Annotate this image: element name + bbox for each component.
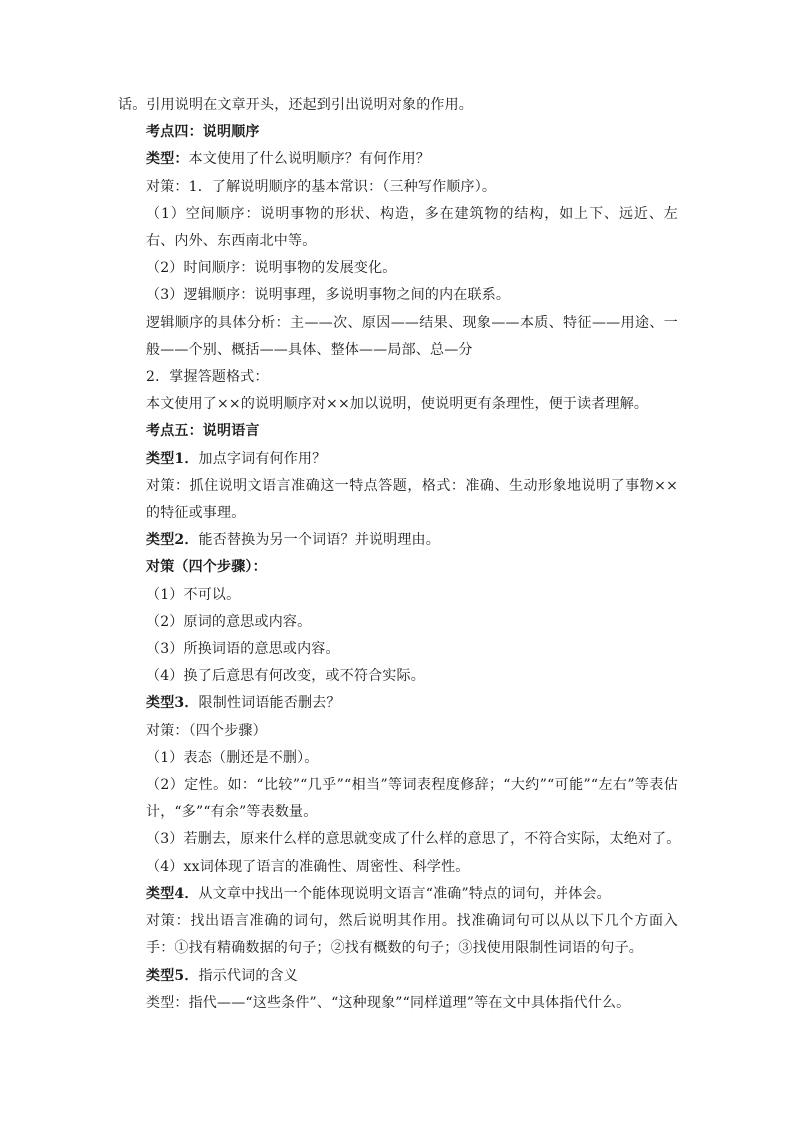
- text-line: [118, 745, 678, 772]
- line-text: （1）空间顺序：说明事物的形状、构造，多在建筑物的结构，如上下、远近、左右、内外、东西南北中等。: [146, 205, 678, 250]
- item-label: 类型3．: [146, 695, 199, 712]
- line-text: 本文使用了××的说明顺序对××加以说明，使说明更有条理性，便于读者理解。: [146, 396, 649, 413]
- item-label: 类型5．: [146, 967, 199, 984]
- line-text: 考点四：说明顺序: [146, 124, 260, 141]
- text-line: [118, 146, 678, 173]
- text-line: [118, 282, 678, 309]
- section-heading: [118, 119, 678, 146]
- text-line: [118, 174, 678, 201]
- section-heading: [118, 554, 678, 581]
- text-line: [118, 310, 678, 364]
- line-text: （3）逻辑顺序：说明事理，多说明事物之间的内在联系。: [146, 287, 511, 304]
- line-text: 从文章中找出一个能体现说明文语言“准确”特点的词句，并体会。: [198, 885, 611, 902]
- line-text: （1）表态（删还是不删）。: [146, 749, 319, 766]
- text-line: [118, 201, 678, 255]
- text-line: [118, 609, 678, 636]
- text-line: [118, 908, 678, 962]
- text-line: [118, 718, 678, 745]
- line-text: 考点五：说明语言: [146, 423, 260, 440]
- text-line: [118, 690, 678, 717]
- line-text: 对策：（四个步骤）: [146, 722, 267, 739]
- text-line: [118, 826, 681, 853]
- line-text: 类型：指代——“这些条件”、“这种现象”“同样道理”等在文中具体指代什么。: [146, 994, 631, 1011]
- line-text: 对策：找出语言准确的词句，然后说明其作用。找准确词句可以从以下几个方面入手：①找有精确数据的句子；②找有概数的句子；③找使用限制性词语的句子。: [146, 913, 678, 957]
- line-text: 2．掌握答题格式：: [146, 369, 269, 386]
- line-text: 限制性词语能否删去？: [198, 695, 341, 712]
- line-text: 加点字词有何作用？: [198, 450, 327, 467]
- line-text: （2）定性。如：“比较”“几乎”“相当”等词表程度修辞；“大约”“可能”“左右”等表估计，“多”“有余”等表数量。: [146, 777, 678, 821]
- text-line: [118, 92, 678, 119]
- text-line: [118, 990, 678, 1017]
- line-text: 指示代词的含义: [198, 967, 298, 984]
- document-page: [118, 92, 681, 1017]
- text-line: [118, 582, 678, 609]
- line-text: （1）不可以。: [146, 586, 241, 603]
- document-body: [118, 92, 681, 1017]
- text-line: [118, 527, 678, 554]
- text-line: [118, 255, 678, 282]
- text-line: [118, 364, 678, 391]
- text-line: [118, 391, 678, 418]
- line-text: 对策：1．了解说明顺序的基本常识：（三种写作顺序）。: [146, 178, 497, 195]
- line-text: 对策（四个步骤）：: [146, 559, 267, 576]
- item-label: 类型2．: [146, 532, 199, 549]
- text-line: [118, 663, 678, 690]
- line-text: 对策：抓住说明文语言准确这一特点答题，格式：准确、生动形象地说明了事物××的特征或事理。: [146, 477, 678, 522]
- text-line: [118, 772, 678, 826]
- text-line: [118, 881, 678, 908]
- line-text: （4）xx词体现了语言的准确性、周密性、科学性。: [146, 858, 470, 875]
- text-line: [118, 636, 678, 663]
- text-line: [118, 446, 678, 473]
- line-text: （3）若删去，原来什么样的意思就变成了什么样的意思了，不符合实际，太绝对了。: [146, 831, 681, 848]
- line-text: （2）原词的意思或内容。: [146, 613, 312, 630]
- item-label: 类型：: [146, 151, 189, 168]
- line-text: （4）换了后意思有何改变，或不符合实际。: [146, 668, 425, 685]
- line-text: 能否替换为另一个词语？并说明理由。: [198, 532, 440, 549]
- item-label: 类型1．: [146, 450, 199, 467]
- text-line: [118, 854, 678, 881]
- line-text: （2）时间顺序：说明事物的发展变化。: [146, 260, 397, 277]
- text-line: [118, 473, 678, 527]
- item-label: 类型4．: [146, 885, 199, 902]
- line-text: （3）所换词语的意思或内容。: [146, 641, 340, 658]
- text-line: [118, 963, 678, 990]
- line-text: 话。引用说明在文章开头，还起到引出说明对象的作用。: [118, 97, 473, 113]
- line-text: 逻辑顺序的具体分析：主——次、原因——结果、现象——本质、特征——用途、一般——个别、概括——具体、整体——局部、总—分: [146, 314, 678, 358]
- line-text: 本文使用了什么说明顺序？有何作用？: [188, 151, 431, 168]
- section-heading: [118, 418, 678, 445]
